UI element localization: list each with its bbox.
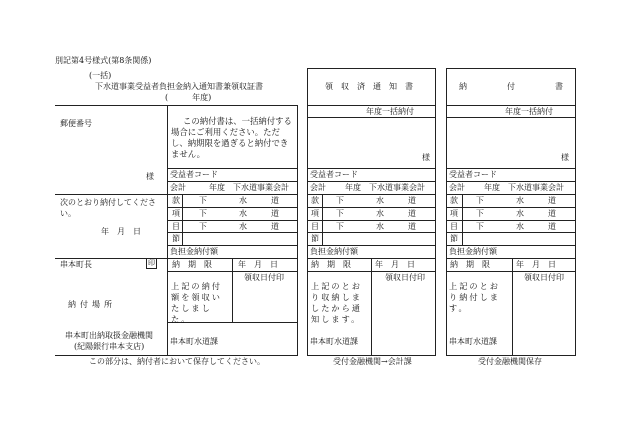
bank-name: 串本町出納取扱金融機関 [65,331,153,340]
category-value: 下 水 道 [336,196,416,205]
category-label: 項 [450,209,458,218]
account-label: 会計 [310,183,326,192]
deadline-value: 年 月 日 [516,260,556,269]
category-value: 下 水 道 [199,222,279,231]
notice-text: この納付書は、一括納付する場合にご利用ください。ただし、納期限を過ぎると納付できません。 [171,116,292,159]
amount-label: 負担金納付額 [310,247,358,256]
seal-stamp: 印 [148,259,155,267]
waterworks-dept: 串本町水道課 [170,337,218,346]
category-label: 款 [450,196,458,205]
category-label: 目 [450,222,458,231]
category-label: 項 [172,209,180,218]
receipt-stamp-label: 領収日付印 [244,273,284,282]
year-lump-payment: 年度一括納付 [505,107,553,116]
left-footer-note: この部分は、納付者において保存してください。 [89,357,265,366]
request-text: 次のとおり納付してください。 [60,198,156,218]
category-value: 下 水 道 [476,209,556,218]
category-value: 下 水 道 [336,222,416,231]
category-value: 下 水 道 [199,209,279,218]
receipt-notice-title: 領 収 済 通 知 書 [325,82,413,91]
sama-label: 様 [561,153,569,162]
beneficiary-code-label: 受益者コード [170,170,218,179]
middle-footer-note: 受付金融機関→会計課 [333,357,412,366]
lump-sum-label: (一括) [89,71,112,80]
mayor-label: 串本町長 [60,260,92,269]
notified-text: 上記のとおり収納しましたから通知します。 [311,281,362,324]
category-label: 目 [311,222,319,231]
account-label: 会計 [170,183,186,192]
category-label: 款 [172,196,180,205]
payment-slip-title: 納 付 書 [459,82,563,91]
issue-date: 年 月 日 [101,227,141,236]
receipt-stamp-label: 領収日付印 [524,273,564,282]
bank-branch: (紀陽銀行串本支店) [74,342,145,351]
account-label: 会計 [449,183,465,192]
deadline-value: 年 月 日 [238,260,278,269]
payment-place-label: 納付場所 [68,300,116,309]
beneficiary-code-label: 受益者コード [449,170,497,179]
category-value: 下 水 道 [476,196,556,205]
category-label: 節 [172,234,180,243]
deadline-label: 納 期 限 [450,260,490,269]
year-account-label: 年度 下水道事業会計 [484,183,564,192]
paid-text: 上記のとおり納付します。 [449,281,500,313]
category-value: 下 水 道 [476,222,556,231]
document-title: 下水道事業受益者負担金納入通知書兼領収証書 [95,82,263,91]
category-label: 款 [311,196,319,205]
category-label: 節 [311,234,319,243]
year-account-label: 年度 下水道事業会計 [345,183,425,192]
year-lump-payment: 年度一括納付 [366,107,414,116]
category-value: 下 水 道 [199,196,279,205]
beneficiary-code-label: 受益者コード [310,170,358,179]
category-label: 節 [450,234,458,243]
receipt-stamp-label: 領収日付印 [385,273,425,282]
postal-code-label: 郵便番号 [60,119,92,128]
category-value: 下 水 道 [336,209,416,218]
sama-label: 様 [146,172,154,181]
deadline-label: 納 期 限 [311,260,351,269]
right-footer-note: 受付金融機関保存 [478,357,542,366]
deadline-value: 年 月 日 [375,260,415,269]
category-label: 目 [172,222,180,231]
sama-label: 様 [422,153,430,162]
year-account-label: 年度 下水道事業会計 [209,183,289,192]
deadline-label: 納 期 限 [172,260,212,269]
received-text: 上記の納付額を領収いたしました。 [171,281,222,324]
fiscal-year: ( 年度) [165,93,212,102]
waterworks-dept: 串本町水道課 [310,337,358,346]
category-label: 項 [311,209,319,218]
amount-label: 負担金納付額 [170,247,218,256]
form-id: 別記第4号様式(第8条関係) [55,56,152,65]
amount-label: 負担金納付額 [449,247,497,256]
waterworks-dept: 串本町水道課 [449,337,497,346]
